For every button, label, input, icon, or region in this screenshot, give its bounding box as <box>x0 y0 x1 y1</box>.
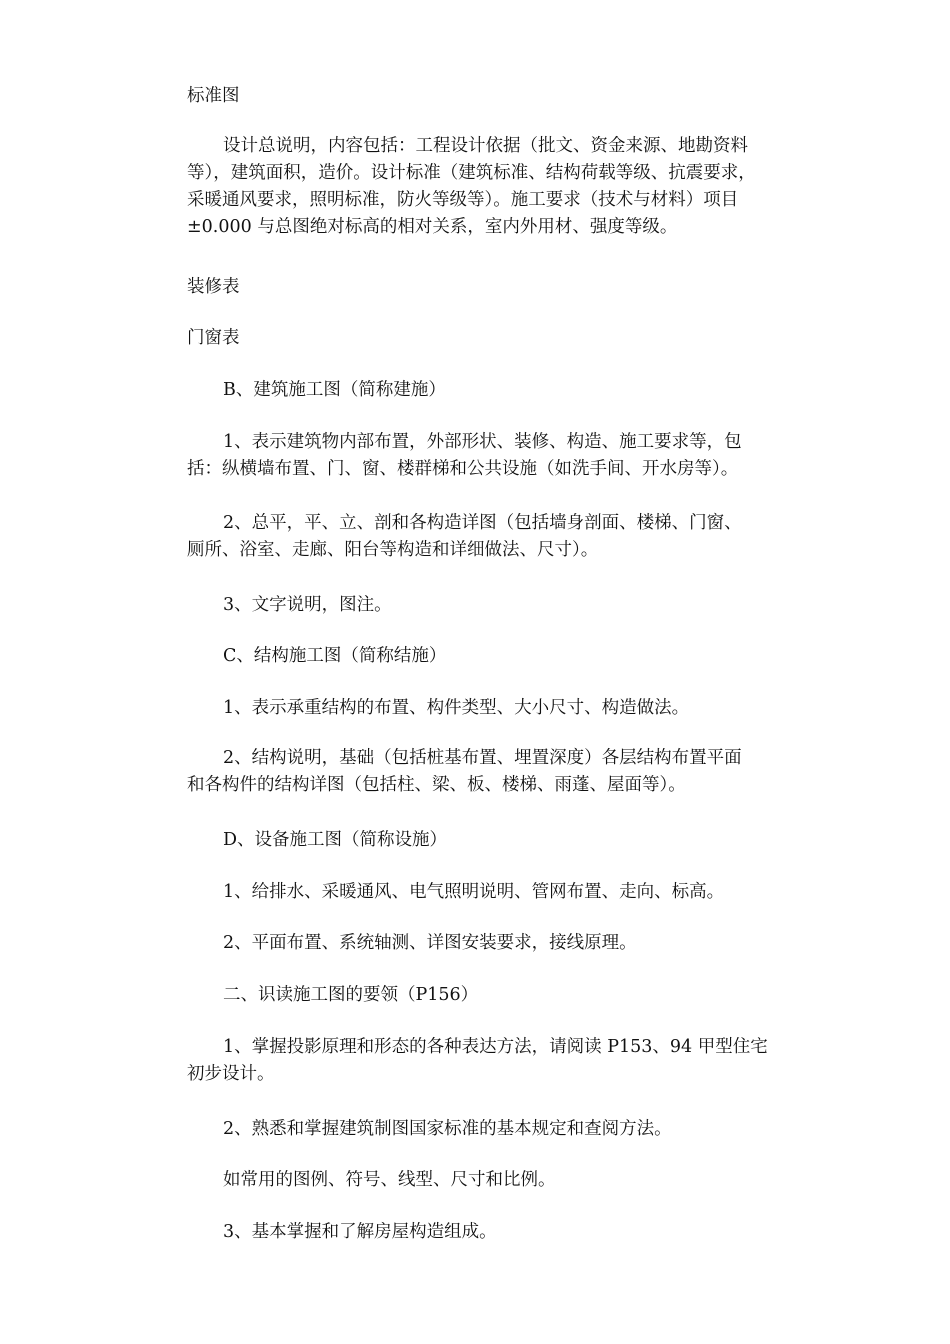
heading-equipment-drawings: D、设备施工图（简称设施） <box>223 830 448 850</box>
text-line: 设计总说明，内容包括：工程设计依据（批文、资金来源、地勘资料 <box>223 136 748 156</box>
paragraph-architectural-item-3: 3、文字说明，图注。 <box>223 595 392 615</box>
paragraph-reading-item-2: 2、熟悉和掌握建筑制图国家标准的基本规定和查阅方法。 <box>223 1119 672 1139</box>
text-line: 1、表示建筑物内部布置，外部形状、装修、构造、施工要求等，包 <box>223 432 742 452</box>
text-line: 2、总平，平、立、剖和各构造详图（包括墙身剖面、楼梯、门窗、 <box>223 513 742 533</box>
heading-reading-essentials: 二、识读施工图的要领（P156） <box>223 985 479 1005</box>
text-line: 初步设计。 <box>187 1064 275 1084</box>
text-line: 2、结构说明，基础（包括桩基布置、埋置深度）各层结构布置平面 <box>223 748 742 768</box>
heading-structural-drawings: C、结构施工图（简称结施） <box>223 646 447 666</box>
text-line: 和各构件的结构详图（包括柱、梁、板、楼梯、雨蓬、屋面等）。 <box>187 775 686 795</box>
paragraph-door-window-schedule: 门窗表 <box>187 328 240 348</box>
text-line: 等），建筑面积，造价。设计标准（建筑标准、结构荷载等级、抗震要求， <box>187 163 756 183</box>
paragraph-structural-item-2 <box>187 745 843 799</box>
paragraph-reading-item-3: 3、基本掌握和了解房屋构造组成。 <box>223 1222 497 1242</box>
paragraph-standard-drawing: 标准图 <box>187 86 240 106</box>
text-line: 采暖通风要求，照明标准，防火等级等）。施工要求（技术与材料）项目 <box>187 190 739 210</box>
paragraph-equipment-item-1: 1、给排水、采暖通风、电气照明说明、管网布置、走向、标高。 <box>223 882 725 902</box>
paragraph-equipment-item-2: 2、平面布置、系统轴测、详图安装要求，接线原理。 <box>223 933 637 953</box>
paragraph-structural-item-1: 1、表示承重结构的布置、构件类型、大小尺寸、构造做法。 <box>223 698 690 718</box>
text-line: 厕所、浴室、走廊、阳台等构造和详细做法、尺寸）。 <box>187 540 599 560</box>
text-line: ±0.000 与总图绝对标高的相对关系，室内外用材、强度等级。 <box>187 217 678 237</box>
paragraph-design-general-notes <box>187 133 843 241</box>
paragraph-reading-item-1 <box>187 1034 843 1088</box>
paragraph-reading-item-2-note: 如常用的图例、符号、线型、尺寸和比例。 <box>223 1170 556 1190</box>
paragraph-architectural-item-2 <box>187 510 843 564</box>
heading-architectural-drawings: B、建筑施工图（简称建施） <box>223 380 446 400</box>
paragraph-architectural-item-1 <box>187 429 843 483</box>
text-line: 括：纵横墙布置、门、窗、楼群梯和公共设施（如洗手间、开水房等）。 <box>187 459 739 479</box>
text-line: 1、掌握投影原理和形态的各种表达方法，请阅读 P153、94 甲型住宅 <box>223 1037 768 1057</box>
paragraph-finish-schedule: 装修表 <box>187 277 240 297</box>
